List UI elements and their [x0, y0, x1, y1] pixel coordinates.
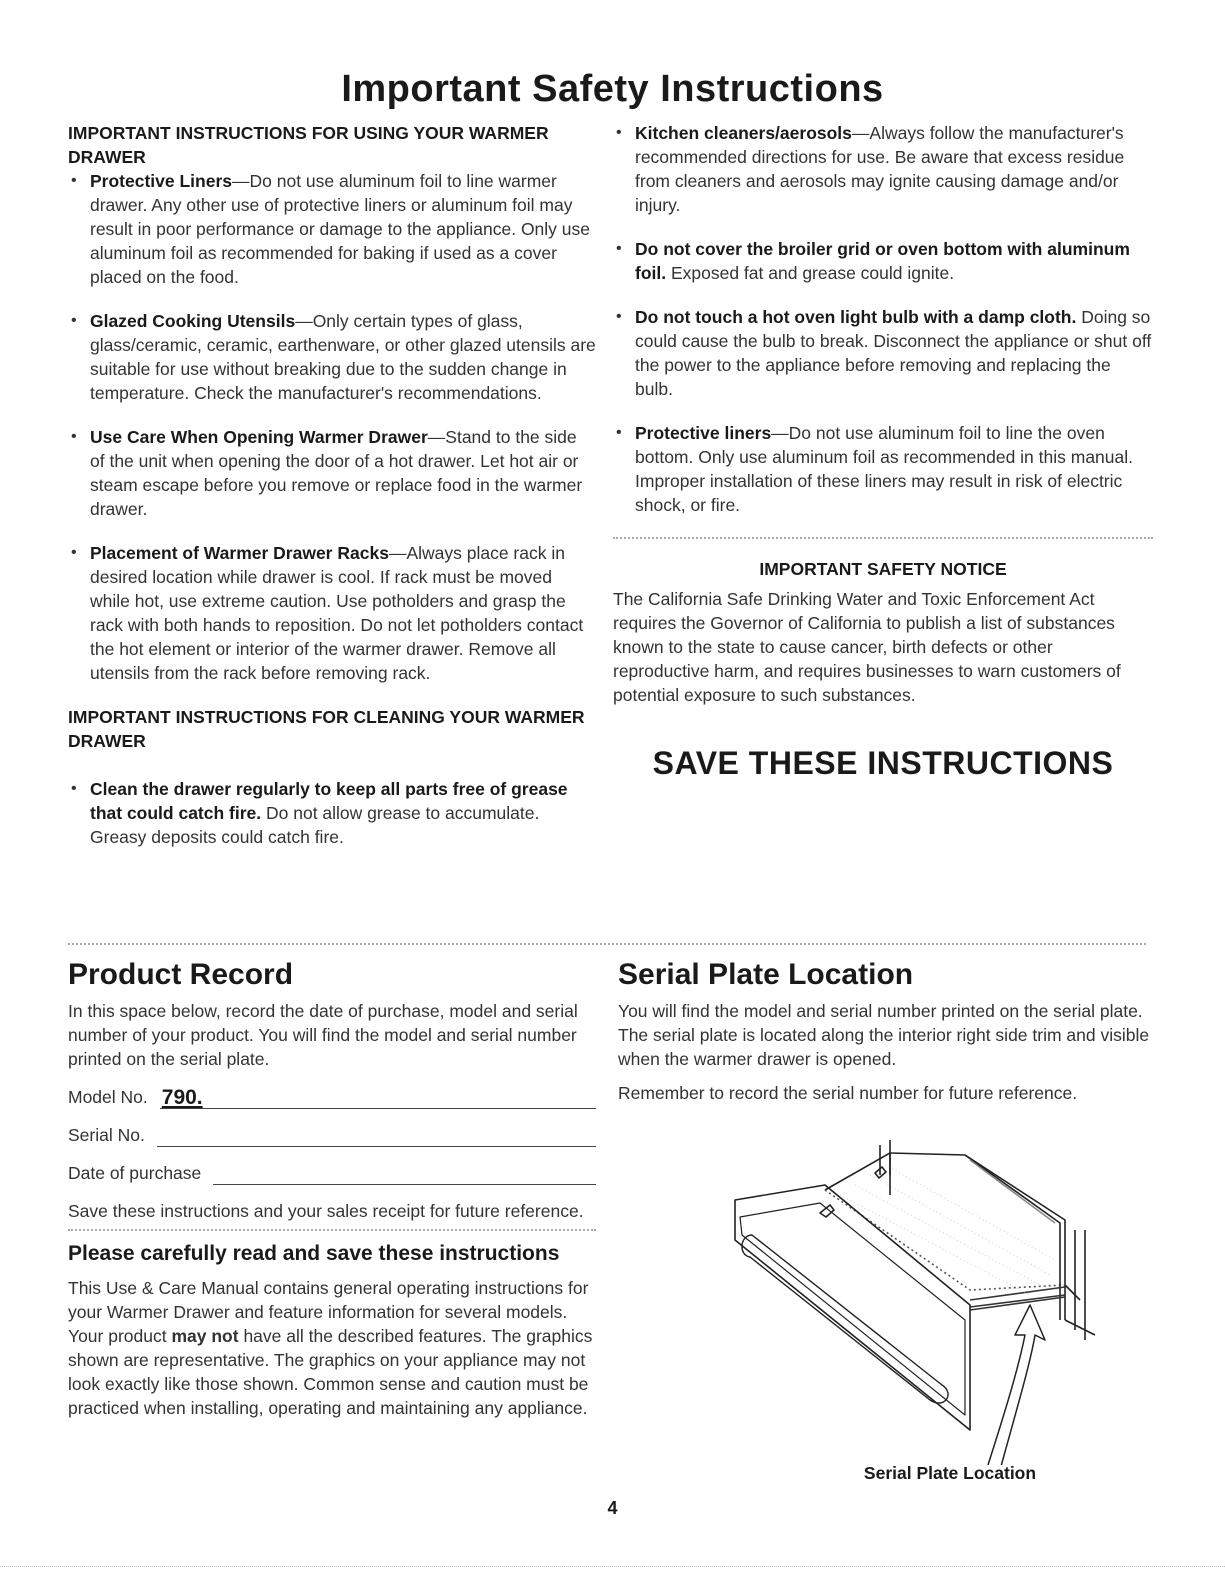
serial-plate-caption: Serial Plate Location	[863, 1463, 1037, 1483]
read-save-text: This Use & Care Manual contains general operating instructions for your Warmer Drawer and feature information for several models. Your product may not have all the described features. The graphics shown are representative. The graphics on your appliance may not look exactly like those shown. Common sense and caution must be practiced when installing, operating and maintaining any appliance.	[68, 1278, 593, 1418]
safety-notice-text: The California Safe Drinking Water and Toxic Enforcement Act requires the Governor of California to publish a list of substances known to the state to cause cancer, birth defects or other reproductive harm, and requires businesses to warn customers of potential exposure to such substances.	[613, 589, 1121, 705]
divider	[0, 1566, 1225, 1567]
model-number-field	[160, 1087, 596, 1109]
product-record-section	[68, 955, 596, 1420]
list-item: • Glazed Cooking Utensils—Only certain types of glass, glass/ceramic, ceramic, earthenware, or other glazed utensils are suitable for use without breaking due to the sudden change in temperature. Check the manufacturer's recommendations.	[68, 309, 596, 405]
model-number-row	[68, 1085, 596, 1109]
divider	[68, 1229, 596, 1231]
page-title: Important Safety Instructions	[341, 68, 884, 110]
serial-plate-text: You will find the model and serial number printed on the serial plate. The serial plate is located along the interior right side trim and visible when the warmer drawer is opened.	[618, 1001, 1150, 1069]
list-item: • Clean the drawer regularly to keep all parts free of grease that could catch fire. Do not allow grease to accumulate. Greasy deposits could catch fire.	[68, 777, 596, 849]
product-record-intro: In this space below, record the date of purchase, model and serial number of your product. You will find the model and serial number printed on the serial plate.	[68, 1001, 578, 1069]
divider	[68, 943, 1146, 945]
safety-notice-heading: IMPORTANT SAFETY NOTICE	[759, 559, 1007, 579]
serial-number-field	[157, 1125, 596, 1147]
serial-number-row	[68, 1123, 596, 1147]
model-number-label: Model No.	[68, 1087, 148, 1107]
read-save-heading: Please carefully read and save these instructions	[68, 1242, 560, 1265]
list-item: • Use Care When Opening Warmer Drawer—Stand to the side of the unit when opening the door of a hot drawer. Let hot air or steam escape before you remove or replace food in the warmer drawer.	[68, 425, 596, 521]
using-warmer-drawer-section	[68, 121, 596, 869]
cleaning-instructions-list	[68, 777, 596, 849]
warmer-drawer-illustration	[730, 1135, 1110, 1465]
save-instructions-heading: SAVE THESE INSTRUCTIONS	[652, 745, 1114, 781]
cleaning-instructions-heading: IMPORTANT INSTRUCTIONS FOR CLEANING YOUR WARMER DRAWER	[68, 707, 585, 751]
purchase-date-field	[213, 1163, 596, 1185]
using-instructions-heading: IMPORTANT INSTRUCTIONS FOR USING YOUR WARMER DRAWER	[68, 123, 549, 167]
list-item: • Do not cover the broiler grid or oven bottom with aluminum foil. Exposed fat and grease could ignite.	[613, 237, 1153, 285]
purchase-date-row	[68, 1161, 596, 1185]
product-record-heading: Product Record	[68, 958, 294, 991]
model-number-value: 790.	[161, 1086, 203, 1109]
using-instructions-list	[68, 169, 596, 685]
serial-plate-reminder: Remember to record the serial number for future reference.	[618, 1083, 1078, 1103]
list-item: • Do not touch a hot oven light bulb with a damp cloth. Doing so could cause the bulb to break. Disconnect the appliance or shut off the power to the appliance before removing and replacing the bulb.	[613, 305, 1153, 401]
list-item: • Kitchen cleaners/aerosols—Always follow the manufacturer's recommended directions for use. Be aware that excess residue from cleaners and aerosols may ignite causing damage and/or injury.	[613, 121, 1153, 217]
list-item: • Protective Liners—Do not use aluminum foil to line warmer drawer. Any other use of protective liners or aluminum foil may result in poor performance or damage to the appliance. Only use aluminum foil as recommended for baking if used as a cover placed on the food.	[68, 169, 596, 289]
serial-plate-heading: Serial Plate Location	[618, 958, 914, 991]
serial-plate-section	[618, 955, 1158, 1105]
page-number: 4	[607, 1498, 618, 1518]
serial-number-label: Serial No.	[68, 1125, 145, 1145]
general-safety-section	[613, 121, 1153, 783]
save-receipt-note: Save these instructions and your sales receipt for future reference.	[68, 1201, 584, 1221]
list-item: • Protective liners—Do not use aluminum foil to line the oven bottom. Only use aluminum foil as recommended in this manual. Improper installation of these liners may result in risk of electric shock, or fire.	[613, 421, 1153, 517]
list-item: • Placement of Warmer Drawer Racks—Always place rack in desired location while drawer is cool. If rack must be moved while hot, use extreme caution. Use potholders and grasp the rack with both hands to reposition. Do not let potholders contact the hot element or interior of the warmer drawer. Remove all utensils from the rack before removing rack.	[68, 541, 596, 685]
purchase-date-label: Date of purchase	[68, 1163, 202, 1183]
divider	[613, 537, 1153, 539]
general-safety-list	[613, 121, 1153, 517]
